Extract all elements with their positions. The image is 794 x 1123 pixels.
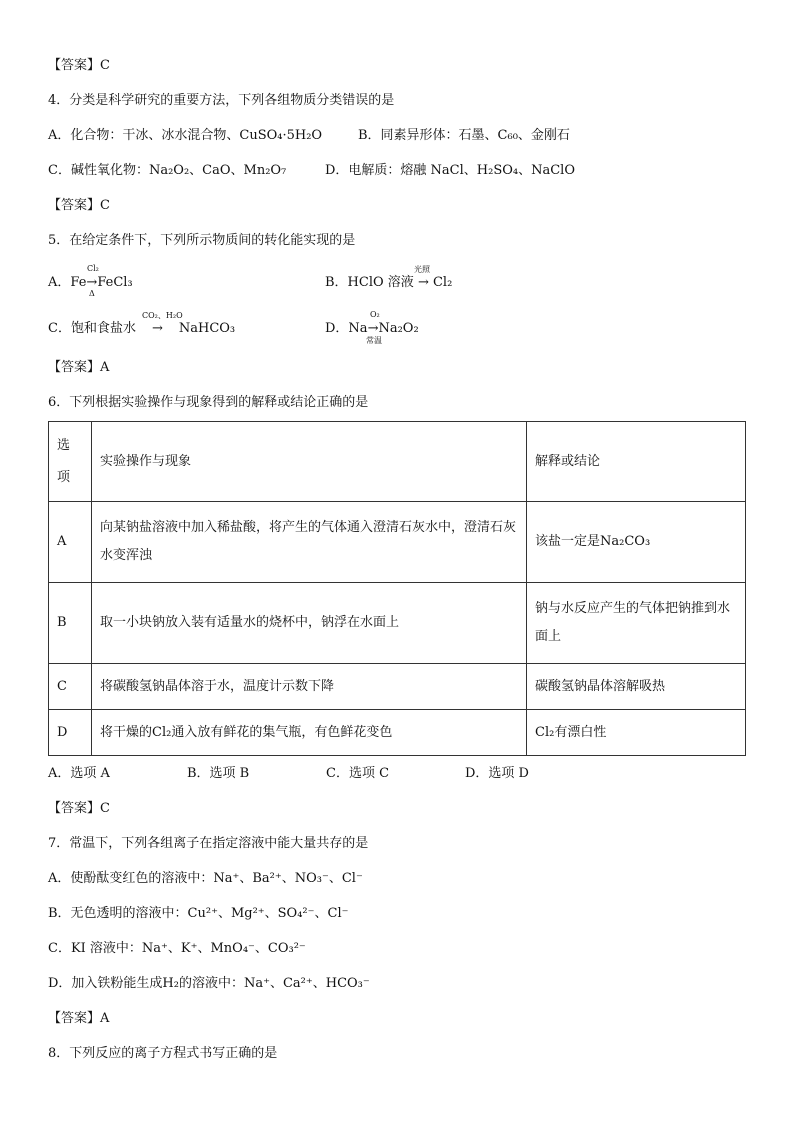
q6-row-operation: 取一小块钠放入装有适量水的烧杯中，钠浮在水面上 [92, 583, 527, 664]
q6-stem: 6．下列根据实验操作与现象得到的解释或结论正确的是 [48, 395, 369, 410]
q7-stem: 7．常温下，下列各组离子在指定溶液中能大量共存的是 [48, 836, 369, 851]
q6-choice-a: A．选项 A [48, 766, 110, 781]
q6-row-conclusion: Cl₂有漂白性 [527, 710, 746, 756]
q5-c-product: NaHCO₃ [178, 321, 236, 336]
q6-choice-c: C．选项 C [326, 766, 390, 781]
q7-option-a: A．使酚酞变红色的溶液中：Na⁺、Ba²⁺、NO₃⁻、Cl⁻ [48, 871, 363, 886]
q6-row-conclusion: 该盐一定是Na₂CO₃ [527, 502, 746, 583]
answer-q7: 【答案】A [48, 1011, 110, 1026]
q6-row-option: A [49, 502, 92, 583]
q5-a-product: FeCl₃ [97, 275, 133, 290]
q4-option-d: D．电解质：熔融 NaCl、H₂SO₄、NaClO [325, 163, 575, 178]
q5-a-condition-top: Cl₂ [87, 264, 99, 273]
table-row [49, 583, 746, 664]
q6-row-option: D [49, 710, 92, 756]
q6-header-operation: 实验操作与现象 [92, 422, 527, 502]
q5-c-condition-top: CO₂、H₂O [142, 311, 183, 320]
q6-row-option: B [49, 583, 92, 664]
q7-option-c: C．KI 溶液中：Na⁺、K⁺、MnO₄⁻、CO₃²⁻ [48, 941, 306, 956]
q6-choice-d: D．选项 D [465, 766, 529, 781]
q4-stem: 4．分类是科学研究的重要方法，下列各组物质分类错误的是 [48, 93, 395, 108]
answer-q6: 【答案】C [48, 801, 110, 816]
answer-q5: 【答案】A [48, 360, 110, 375]
table-row [49, 502, 746, 583]
q5-c-label: C．饱和食盐水 [48, 321, 136, 336]
q6-choice-b: B．选项 B [187, 766, 250, 781]
q4-option-a: A．化合物：干冰、冰水混合物、CuSO₄·5H₂O [48, 128, 323, 143]
q5-c-arrow: → [151, 321, 163, 336]
q7-option-b: B．无色透明的溶液中：Cu²⁺、Mg²⁺、SO₄²⁻、Cl⁻ [48, 906, 349, 921]
q5-a-condition-bottom: Δ [89, 289, 95, 298]
q6-row-operation: 将碳酸氢钠晶体溶于水，温度计示数下降 [92, 664, 527, 710]
q8-stem: 8．下列反应的离子方程式书写正确的是 [48, 1046, 278, 1061]
q5-b-condition-top: 光照 [414, 265, 430, 274]
q5-b-product: Cl₂ [432, 275, 453, 290]
q5-d-label: D．Na [325, 321, 368, 336]
q5-d-condition-top: O₂ [370, 310, 380, 319]
q6-row-conclusion: 钠与水反应产生的气体把钠推到水面上 [527, 583, 746, 664]
q6-row-operation: 将干燥的Cl₂通入放有鲜花的集气瓶，有色鲜花变色 [92, 710, 527, 756]
q5-d-product: Na₂O₂ [378, 321, 419, 336]
q5-b-arrow: → [417, 275, 429, 290]
q6-header-row [49, 422, 746, 502]
q6-row-conclusion: 碳酸氢钠晶体溶解吸热 [527, 664, 746, 710]
q7-option-d: D．加入铁粉能生成H₂的溶液中：Na⁺、Ca²⁺、HCO₃⁻ [48, 976, 370, 991]
table-row [49, 664, 746, 710]
q5-d-arrow: → [367, 321, 379, 336]
q6-row-option: C [49, 664, 92, 710]
q6-table [48, 421, 746, 756]
q5-b-label: B．HClO 溶液 [325, 275, 414, 290]
q5-a-arrow: → [86, 275, 98, 290]
q5-stem: 5．在给定条件下，下列所示物质间的转化能实现的是 [48, 233, 356, 248]
answer-q3: 【答案】C [48, 58, 110, 73]
q4-option-c: C．碱性氧化物：Na₂O₂、CaO、Mn₂O₇ [48, 163, 287, 178]
q5-d-condition-bottom: 常温 [366, 336, 382, 345]
q4-option-b: B．同素异形体：石墨、C₆₀、金刚石 [358, 128, 570, 143]
answer-q4: 【答案】C [48, 198, 110, 213]
q5-option-c [48, 320, 235, 338]
q5-option-b [325, 274, 452, 292]
q6-header-conclusion: 解释或结论 [527, 422, 746, 502]
q6-header-option: 选 项 [49, 422, 92, 502]
table-row [49, 710, 746, 756]
q5-a-label: A．Fe [48, 275, 87, 290]
q6-row-operation: 向某钠盐溶液中加入稀盐酸，将产生的气体通入澄清石灰水中，澄清石灰水变浑浊 [92, 502, 527, 583]
